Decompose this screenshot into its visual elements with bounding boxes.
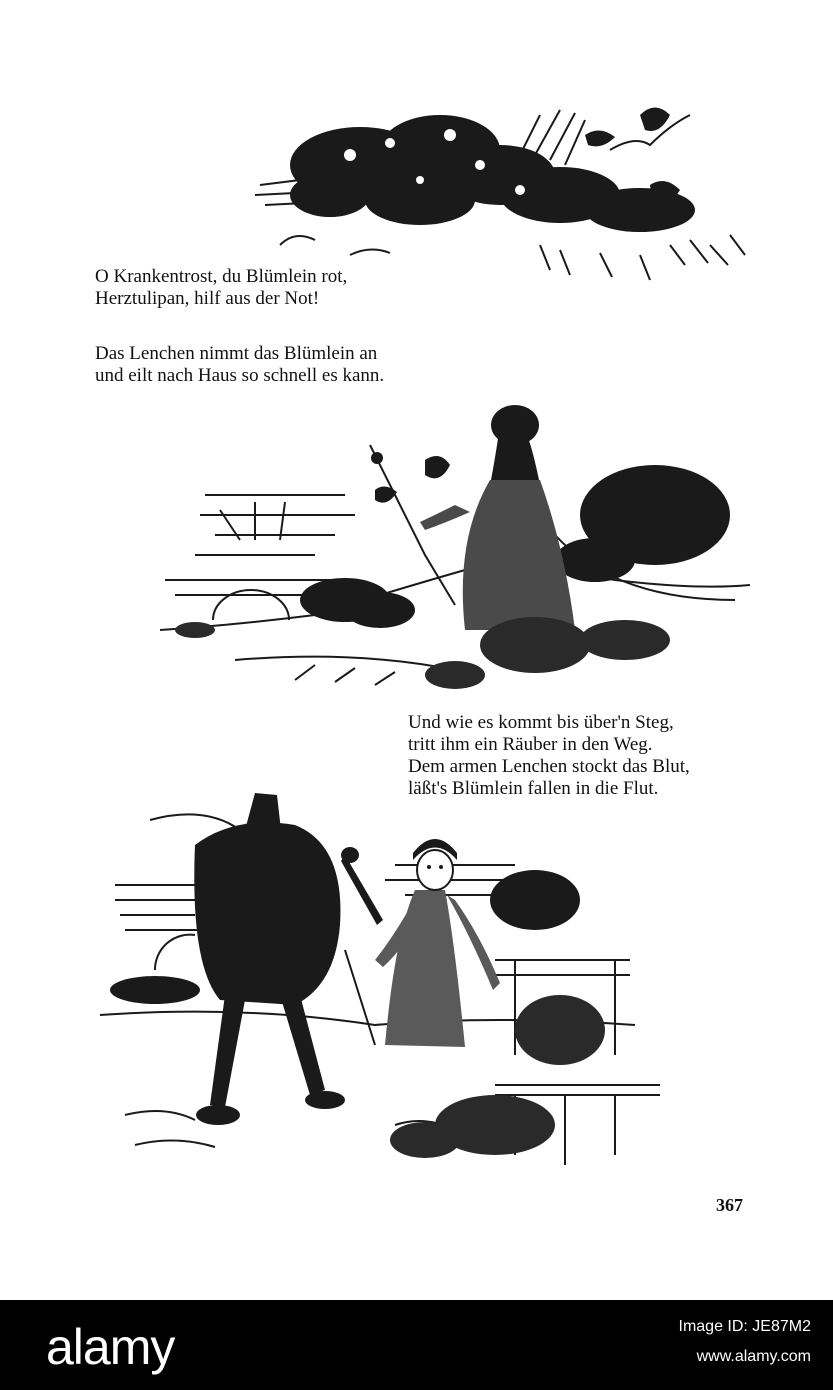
watermark-footer [0,1300,833,1390]
verse-lenchen-nimmt [95,343,384,387]
page-number: 367 [716,1195,743,1215]
brand-logo: alamy [46,1319,175,1375]
flower-bush-illustration [240,95,760,290]
site-url: www.alamy.com [696,1348,811,1365]
verse-line: Das Lenchen nimmt das Blümlein an [95,343,378,364]
verse-krankentrost [95,266,347,310]
verse-line: Herztulipan, hilf aus der Not! [95,288,320,309]
verse-line: O Krankentrost, du Blümlein rot, [95,266,348,287]
verse-line: tritt ihm ein Räuber in den Weg. [408,734,653,755]
image-id: Image ID: JE87M2 [678,1318,811,1335]
verse-line: läßt's Blümlein fallen in die Flut. [408,778,659,799]
verse-line: und eilt nach Haus so schnell es kann. [95,365,385,386]
verse-line: Und wie es kommt bis über'n Steg, [408,712,674,733]
verse-line: Dem armen Lenchen stockt das Blut, [408,756,690,777]
robber-and-girl-illustration [95,785,670,1185]
girl-with-flower-illustration [155,390,755,700]
